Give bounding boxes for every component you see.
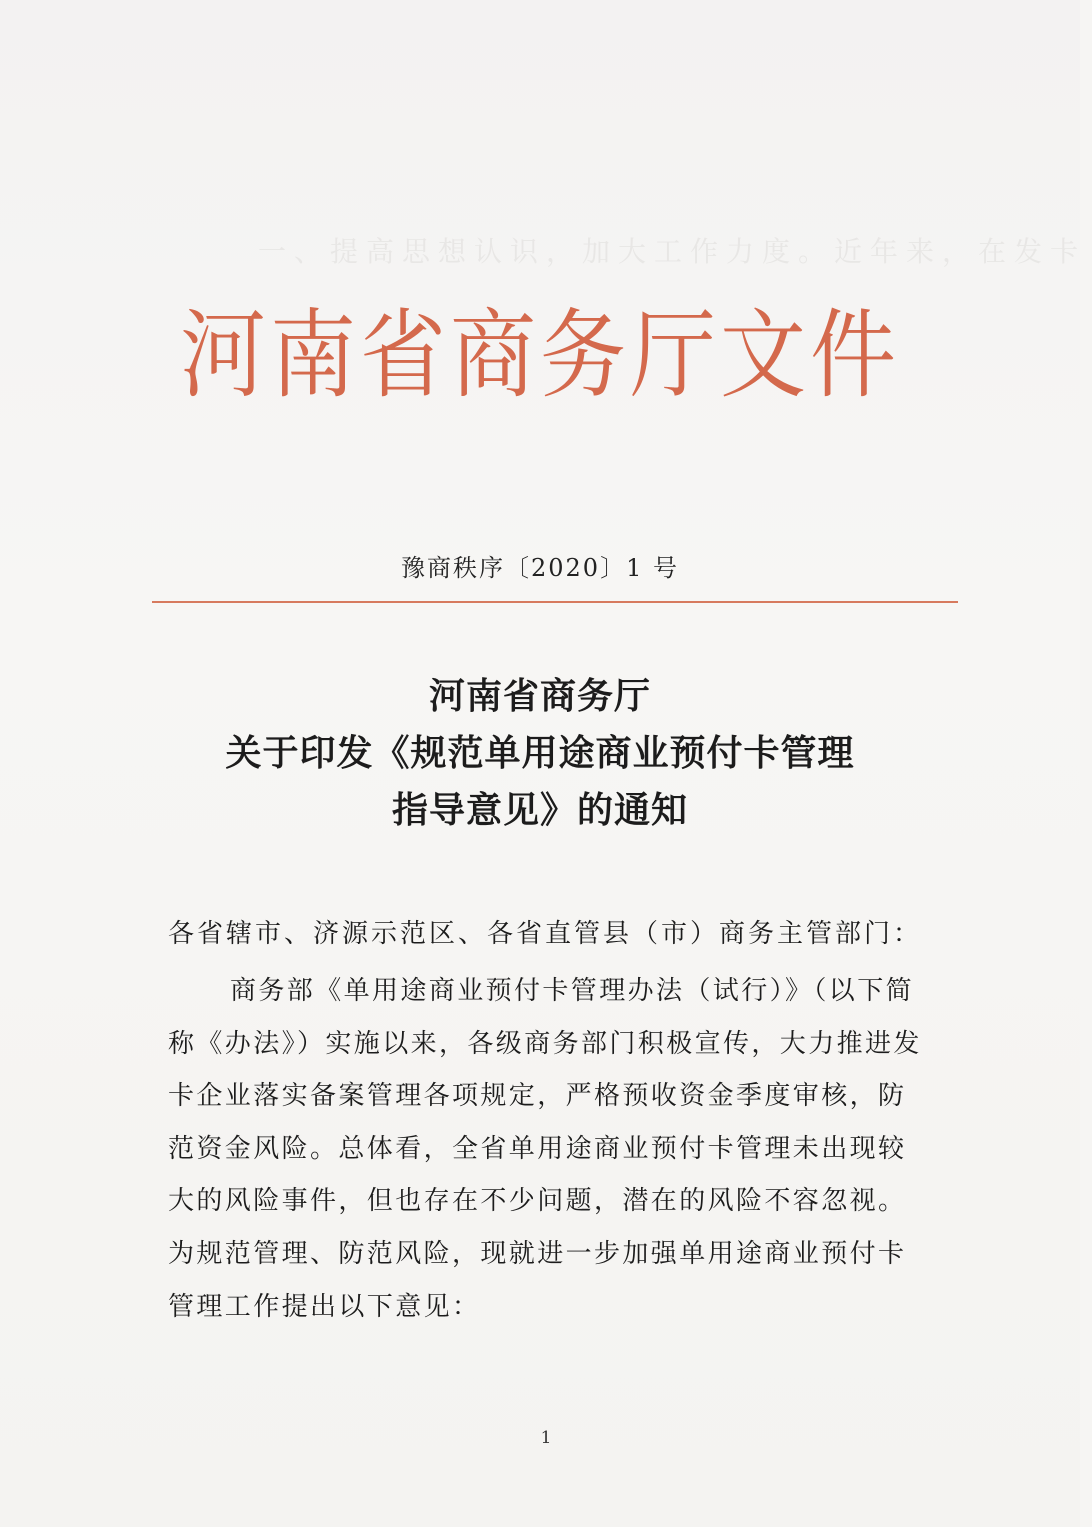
body-line: 称《办法》）实施以来，各级商务部门积极宣传，大力推进发 [168, 1028, 922, 1059]
title-line: 河南省商务厅 [428, 676, 651, 717]
title-line: 关于印发《规范单用途商业预付卡管理 [225, 733, 855, 774]
page-number: 1 [540, 1428, 552, 1448]
red-divider-line [152, 601, 958, 603]
body-paragraph [168, 965, 930, 1333]
red-header-title: 河南省商务厅文件 [180, 300, 900, 412]
document-number: 豫商秩序〔2020〕1 号 [401, 554, 679, 582]
body-line: 范资金风险。总体看，全省单用途商业预付卡管理未出现较 [168, 1133, 907, 1164]
notice-title [0, 668, 1080, 839]
salutation: 各省辖市、济源示范区、各省直管县（市）商务主管部门： [168, 919, 923, 949]
body-line: 卡企业落实备案管理各项规定，严格预收资金季度审核，防 [168, 1081, 907, 1112]
body-line: 商务部《单用途商业预付卡管理办法（试行）》（以下简 [230, 976, 915, 1006]
body-line: 管理工作提出以下意见： [168, 1291, 481, 1322]
body-line: 为规范管理、防范风险，现就进一步加强单用途商业预付卡 [168, 1238, 907, 1269]
bleed-through-text: 一、提高思想认识，加大工作力度。近年来，在发卡 [150, 235, 1087, 268]
title-line: 指导意见》的通知 [391, 790, 688, 831]
body-line: 大的风险事件，但也存在不少问题，潜在的风险不容忽视。 [168, 1186, 907, 1217]
